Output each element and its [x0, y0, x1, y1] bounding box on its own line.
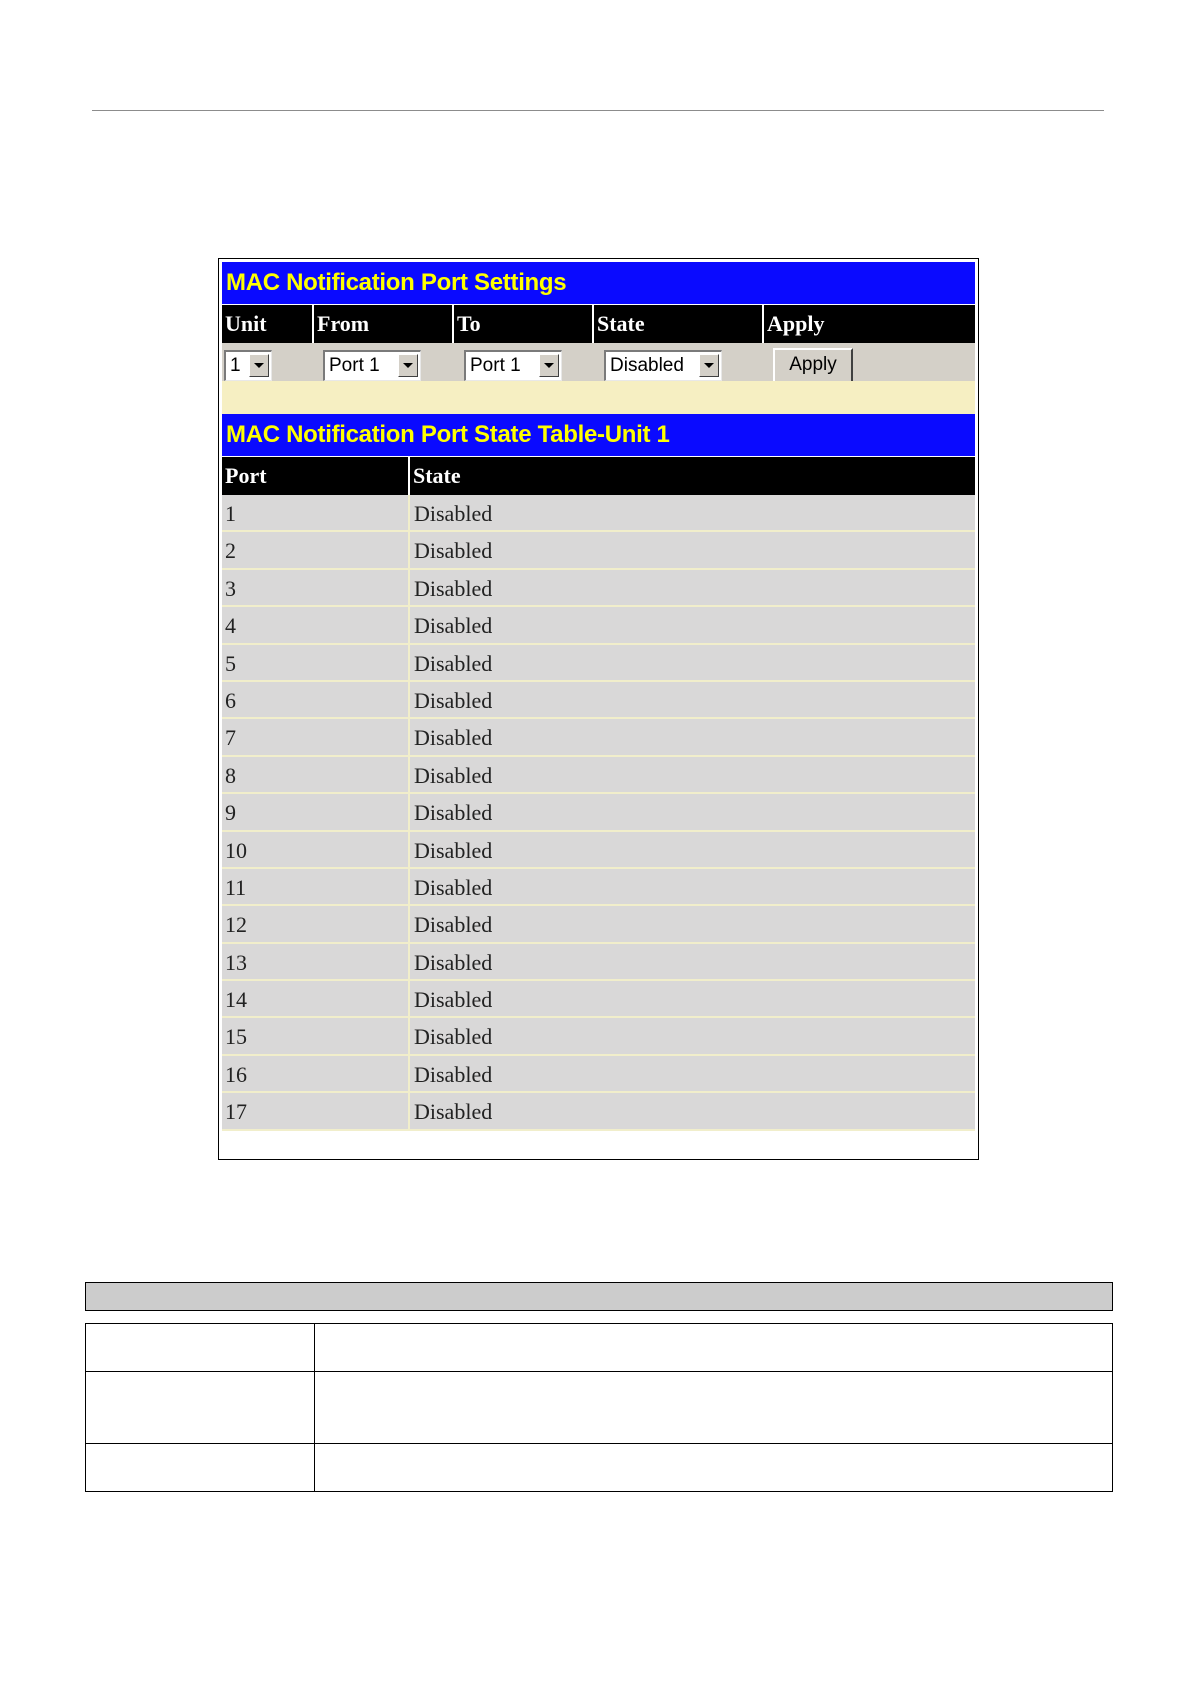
description-row — [86, 1324, 1112, 1372]
column-divider — [408, 869, 410, 904]
chevron-down-icon[interactable] — [699, 354, 719, 377]
port-number-cell: 5 — [225, 650, 236, 676]
port-number-cell: 17 — [225, 1099, 247, 1125]
chevron-down-icon[interactable] — [539, 354, 559, 377]
port-state-cell: Disabled — [414, 725, 493, 751]
port-number-cell: 1 — [225, 501, 236, 526]
description-parameter-cell — [86, 1324, 315, 1371]
table-row — [222, 794, 975, 831]
table-row — [222, 1093, 975, 1130]
column-divider — [408, 607, 410, 642]
table-row — [222, 645, 975, 682]
column-divider — [408, 719, 410, 754]
table-row — [222, 607, 975, 644]
description-table — [85, 1323, 1113, 1492]
port-number-cell: 7 — [225, 725, 236, 751]
port-number-cell: 13 — [225, 949, 247, 975]
header-unit: Unit — [225, 311, 267, 336]
settings-title: MAC Notification Port Settings — [222, 262, 975, 304]
table-row — [222, 719, 975, 756]
column-divider — [408, 1093, 410, 1128]
table-row — [222, 906, 975, 943]
table-row — [222, 1018, 975, 1055]
port-state-cell: Disabled — [414, 538, 493, 564]
from-port-value: Port 1 — [329, 355, 380, 376]
column-divider — [408, 944, 410, 979]
table-row — [222, 1056, 975, 1093]
state-select-value: Disabled — [610, 355, 684, 376]
from-port-select[interactable] — [323, 350, 421, 381]
description-row — [86, 1444, 1112, 1491]
description-text-cell — [316, 1444, 1112, 1491]
port-number-cell: 9 — [225, 800, 236, 826]
port-state-cell: Disabled — [414, 987, 493, 1013]
settings-controls-row — [222, 343, 975, 381]
table-row — [222, 981, 975, 1018]
unit-select[interactable] — [224, 350, 272, 381]
column-divider — [408, 645, 410, 680]
table-row — [222, 570, 975, 607]
separator-band — [222, 381, 975, 414]
page-top-rule — [92, 110, 1104, 111]
header-to: To — [457, 311, 481, 336]
column-divider — [408, 757, 410, 792]
description-parameter-cell — [86, 1444, 315, 1491]
table-row — [222, 682, 975, 719]
table-row — [222, 832, 975, 869]
apply-button[interactable]: Apply — [773, 348, 853, 383]
state-table-body — [222, 495, 975, 1131]
description-text-cell — [316, 1324, 1112, 1371]
state-table-title: MAC Notification Port State Table-Unit 1 — [222, 414, 975, 456]
column-divider — [408, 1056, 410, 1091]
column-divider — [408, 682, 410, 717]
column-divider — [408, 981, 410, 1016]
port-state-cell: Disabled — [414, 949, 493, 975]
column-divider — [408, 1018, 410, 1053]
column-divider — [408, 495, 410, 530]
port-state-cell: Disabled — [414, 874, 493, 900]
table-row — [222, 944, 975, 981]
unit-select-value: 1 — [230, 355, 241, 376]
port-number-cell: 8 — [225, 762, 236, 788]
description-row — [86, 1372, 1112, 1444]
header-port: Port — [225, 463, 267, 488]
state-select[interactable] — [604, 350, 722, 381]
column-divider — [408, 832, 410, 867]
port-number-cell: 3 — [225, 575, 236, 601]
port-number-cell: 12 — [225, 912, 247, 938]
header-port-state: State — [413, 463, 461, 488]
chevron-down-icon[interactable] — [398, 354, 418, 377]
port-state-cell: Disabled — [414, 837, 493, 863]
header-state: State — [597, 311, 645, 336]
table-row — [222, 869, 975, 906]
port-state-cell: Disabled — [414, 800, 493, 826]
description-text-cell — [316, 1372, 1112, 1443]
mac-notification-panel — [218, 258, 979, 1160]
port-number-cell: 14 — [225, 987, 247, 1013]
port-number-cell: 16 — [225, 1061, 247, 1087]
port-state-cell: Disabled — [414, 613, 493, 639]
header-from: From — [317, 311, 370, 336]
port-number-cell: 11 — [225, 874, 247, 900]
port-state-cell: Disabled — [414, 1099, 493, 1125]
port-state-cell: Disabled — [414, 762, 493, 788]
port-state-cell: Disabled — [414, 501, 493, 526]
table-row — [222, 495, 975, 532]
port-number-cell: 2 — [225, 538, 236, 564]
header-apply: Apply — [767, 311, 825, 336]
column-divider — [408, 794, 410, 829]
description-parameter-cell — [86, 1372, 315, 1443]
to-port-value: Port 1 — [470, 355, 521, 376]
port-state-cell: Disabled — [414, 650, 493, 676]
column-divider — [408, 532, 410, 567]
settings-header-row — [222, 305, 975, 343]
table-row — [222, 757, 975, 794]
chevron-down-icon[interactable] — [249, 354, 269, 377]
port-number-cell: 6 — [225, 687, 236, 713]
port-state-cell: Disabled — [414, 687, 493, 713]
port-number-cell: 10 — [225, 837, 247, 863]
port-number-cell: 4 — [225, 613, 236, 639]
port-state-cell: Disabled — [414, 1024, 493, 1050]
description-table-header — [85, 1282, 1113, 1311]
port-state-cell: Disabled — [414, 912, 493, 938]
port-number-cell: 15 — [225, 1024, 247, 1050]
to-port-select[interactable] — [464, 350, 562, 381]
column-divider — [408, 570, 410, 605]
port-state-cell: Disabled — [414, 575, 493, 601]
column-divider — [408, 906, 410, 941]
port-state-cell: Disabled — [414, 1061, 493, 1087]
table-row — [222, 532, 975, 569]
state-table-header-row — [222, 457, 975, 495]
